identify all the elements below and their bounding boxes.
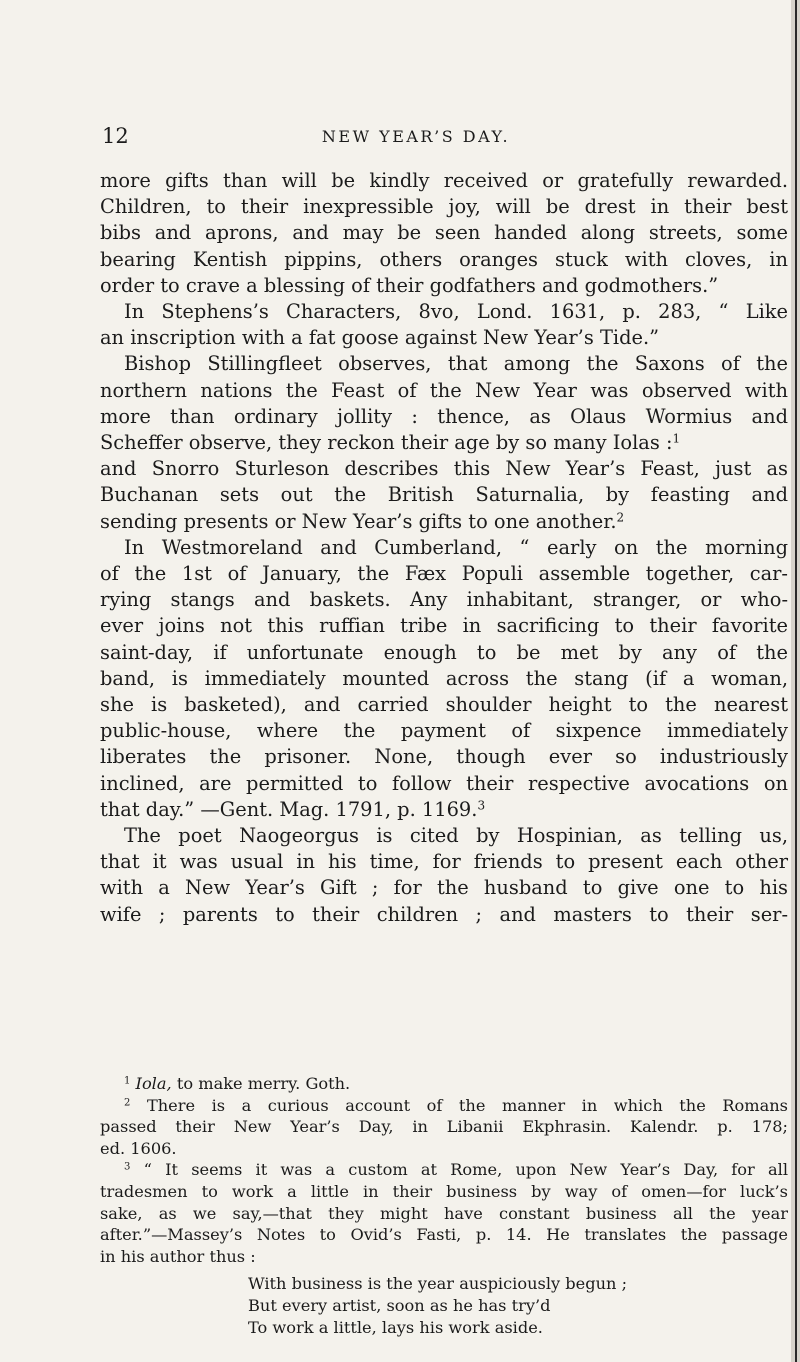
page-edge-shadow (791, 0, 800, 1362)
footnote-3-line: after.”—Massey’s Notes to Ovid’s Fasti, p. 14. He translates the passage (100, 1225, 788, 1245)
verse-line: To work a little, lays his work aside. (248, 1317, 543, 1337)
text-line: sending presents or New Year’s gifts to one another.$^2$ (100, 509, 625, 533)
text-line: liberates the prisoner. None, though ever so industriously (100, 745, 788, 769)
text-line: rying stangs and baskets. Any inhabitant, stranger, or who- (100, 588, 788, 612)
text-line: bibs and aprons, and may be seen handed along streets, some (100, 221, 788, 245)
main-text (100, 168, 788, 928)
text-line: saint-day, if unfortunate enough to be met by any of the (100, 640, 788, 664)
footnote-1: $^1$ Iola, to make merry. Goth. (124, 1074, 351, 1093)
text-line: ever joins not this ruffian tribe in sacrificing to their favorite (100, 614, 788, 638)
text-line: bearing Kentish pippins, others oranges stuck with cloves, in (100, 247, 788, 271)
text-line: In Westmoreland and Cumberland, “ early on the morning (124, 535, 788, 559)
footnote-2: $^2$ There is a curious account of the manner in which the Romans (124, 1095, 788, 1115)
footnote-3-line: tradesmen to work a little in their business by way of omen—for luck’s (100, 1181, 788, 1201)
text-line: Scheffer observe, they reckon their age by so many Iolas :$^1$ (100, 431, 681, 455)
footnote-ref: 3 (477, 798, 486, 813)
text-line: she is basketed), and carried shoulder height to the nearest (100, 693, 788, 717)
text-line: band, is immediately mounted across the stang (if a woman, (100, 666, 788, 690)
text-line: inclined, are permitted to follow their respective avocations on (100, 771, 788, 795)
text-line: northern nations the Feast of the New Year was observed with (100, 378, 788, 402)
text-line: public-house, where the payment of sixpence immediately (100, 719, 788, 743)
footnote-2-line: ed. 1606. (100, 1138, 177, 1158)
running-title: NEW YEAR’S DAY. (321, 127, 511, 146)
page-header (100, 124, 732, 154)
text-line: Bishop Stillingfleet observes, that among the Saxons of the (124, 352, 788, 376)
text-line: Buchanan sets out the British Saturnalia, by feasting and (100, 483, 788, 507)
text-line: The poet Naogeorgus is cited by Hospinian, as telling us, (124, 824, 788, 848)
text-line: order to crave a blessing of their godfathers and godmothers.” (100, 273, 719, 297)
text-line: more gifts than will be kindly received or gratefully rewarded. (100, 169, 788, 192)
footnote-3-line: sake, as we say,—that they might have constant business all the year (100, 1203, 788, 1223)
footnote-ref: 2 (616, 510, 625, 525)
text-line: of the 1st of January, the Fæx Populi assemble together, car- (100, 562, 788, 586)
text-line: with a New Year’s Gift ; for the husband to give one to his (100, 876, 788, 900)
text-line: In Stephens’s Characters, 8vo, Lond. 1631, p. 283, “ Like (124, 300, 788, 324)
text-line: that day.” —Gent. Mag. 1791, p. 1169.$^3$ (100, 797, 486, 821)
footnote-2-line: passed their New Year’s Day, in Libanii Ekphrasin. Kalendr. p. 178; (100, 1117, 788, 1137)
text-line: Children, to their inexpressible joy, will be drest in their best (100, 195, 788, 219)
footnote-ref: 1 (672, 431, 681, 446)
page-number: 12 (102, 124, 129, 148)
text-line: more than ordinary jollity : thence, as Olaus Wormius and (100, 404, 788, 428)
verse-line: But every artist, soon as he has try’d (248, 1295, 551, 1315)
text-line: that it was usual in his time, for friends to present each other (100, 850, 788, 874)
footnotes (100, 1073, 788, 1338)
text-line: wife ; parents to their children ; and masters to their ser- (100, 902, 788, 926)
footnote-3: $^3$ “ It seems it was a custom at Rome, upon New Year’s Day, for all (124, 1160, 788, 1180)
verse-line: With business is the year auspiciously begun ; (248, 1274, 628, 1294)
footnote-3-line: in his author thus : (100, 1246, 256, 1266)
text-line: and Snorro Sturleson describes this New Year’s Feast, just as (100, 457, 788, 481)
text-line: an inscription with a fat goose against New Year’s Tide.” (100, 326, 660, 350)
